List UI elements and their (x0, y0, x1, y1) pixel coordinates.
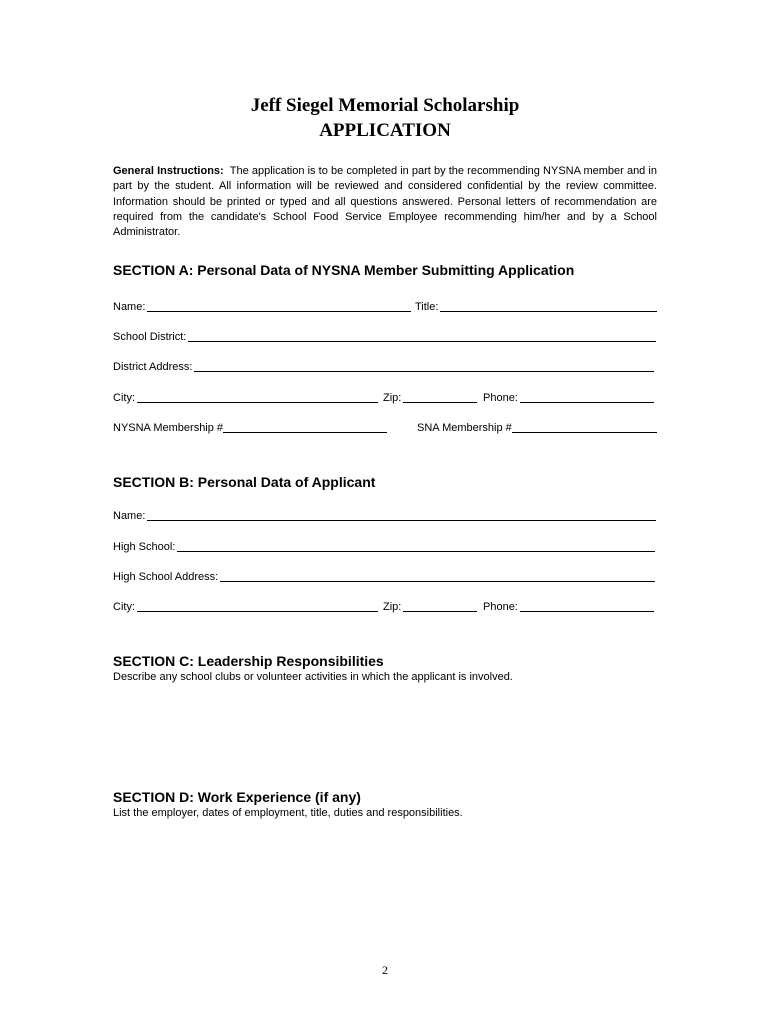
nysna-membership-field[interactable] (113, 419, 387, 435)
applicant-zip-field[interactable] (383, 598, 477, 614)
member-phone-label: Phone: (483, 392, 518, 404)
member-title-field[interactable] (415, 298, 657, 314)
section-a-name-row (113, 298, 657, 314)
school-district-field[interactable] (113, 328, 656, 344)
applicant-city-line[interactable] (137, 599, 378, 612)
high-school-address-label: High School Address: (113, 571, 219, 583)
high-school-field[interactable] (113, 538, 655, 554)
page-number: 2 (382, 963, 388, 977)
member-zip-line[interactable] (403, 390, 477, 403)
member-name-line[interactable] (147, 299, 411, 312)
sna-membership-line[interactable] (512, 420, 657, 433)
section-a-city-row (113, 389, 657, 405)
section-a-heading: SECTION A: Personal Data of NYSNA Member Submitting Application (113, 262, 575, 278)
member-city-line[interactable] (137, 390, 378, 403)
applicant-name-field[interactable] (113, 507, 656, 523)
section-b-city-row (113, 598, 657, 614)
section-b-name-row (113, 507, 657, 523)
applicant-phone-line[interactable] (520, 599, 654, 612)
section-b-heading: SECTION B: Personal Data of Applicant (113, 474, 376, 490)
member-zip-field[interactable] (383, 389, 477, 405)
applicant-phone-label: Phone: (483, 601, 518, 613)
applicant-name-label: Name: (113, 510, 146, 522)
section-a-membership-row (113, 419, 657, 435)
section-c-description: Describe any school clubs or volunteer activities in which the applicant is involved. (113, 671, 513, 683)
section-b-high-school-row (113, 538, 657, 554)
section-a-district-address-row (113, 358, 657, 374)
sna-membership-label: SNA Membership # (417, 422, 512, 434)
section-d-description: List the employer, dates of employment, title, duties and responsibilities. (113, 807, 463, 819)
member-title-label: Title: (415, 301, 439, 313)
applicant-phone-field[interactable] (483, 598, 654, 614)
applicant-zip-label: Zip: (383, 601, 402, 613)
applicant-city-label: City: (113, 601, 135, 613)
school-district-line[interactable] (188, 329, 656, 342)
section-b-high-school-address-row (113, 568, 657, 584)
high-school-address-line[interactable] (220, 569, 655, 582)
nysna-membership-line[interactable] (223, 420, 387, 433)
applicant-name-line[interactable] (147, 508, 656, 521)
instructions-label: General Instructions: (113, 165, 224, 177)
high-school-line[interactable] (177, 539, 655, 552)
member-city-label: City: (113, 392, 135, 404)
district-address-field[interactable] (113, 358, 654, 374)
section-d-heading: SECTION D: Work Experience (if any) (113, 789, 361, 805)
member-title-line[interactable] (440, 299, 657, 312)
instructions-text: The application is to be completed in part by the recommending NYSNA member and in part by the student. All information will be reviewed and considered confidential by the review committee. Information should be printed or typed and all questions answered. Personal letters of recommendation are required from the candidate's School Food Service Employee recommending him/her and by a School Administrator. (113, 165, 657, 239)
nysna-membership-label: NYSNA Membership # (113, 422, 224, 434)
member-zip-label: Zip: (383, 392, 402, 404)
high-school-label: High School: (113, 541, 176, 553)
high-school-address-field[interactable] (113, 568, 655, 584)
section-a-school-district-row (113, 328, 657, 344)
applicant-zip-line[interactable] (403, 599, 477, 612)
document-title: Jeff Siegel Memorial Scholarship (250, 95, 520, 116)
general-instructions (113, 164, 657, 240)
member-phone-line[interactable] (520, 390, 654, 403)
document-subtitle: APPLICATION (319, 120, 451, 141)
applicant-city-field[interactable] (113, 598, 378, 614)
member-city-field[interactable] (113, 389, 378, 405)
section-c-heading: SECTION C: Leadership Responsibilities (113, 653, 384, 669)
member-phone-field[interactable] (483, 389, 654, 405)
member-name-field[interactable] (113, 298, 411, 314)
district-address-line[interactable] (194, 359, 654, 372)
district-address-label: District Address: (113, 361, 193, 373)
sna-membership-field[interactable] (417, 419, 657, 435)
member-name-label: Name: (113, 301, 146, 313)
school-district-label: School District: (113, 331, 187, 343)
